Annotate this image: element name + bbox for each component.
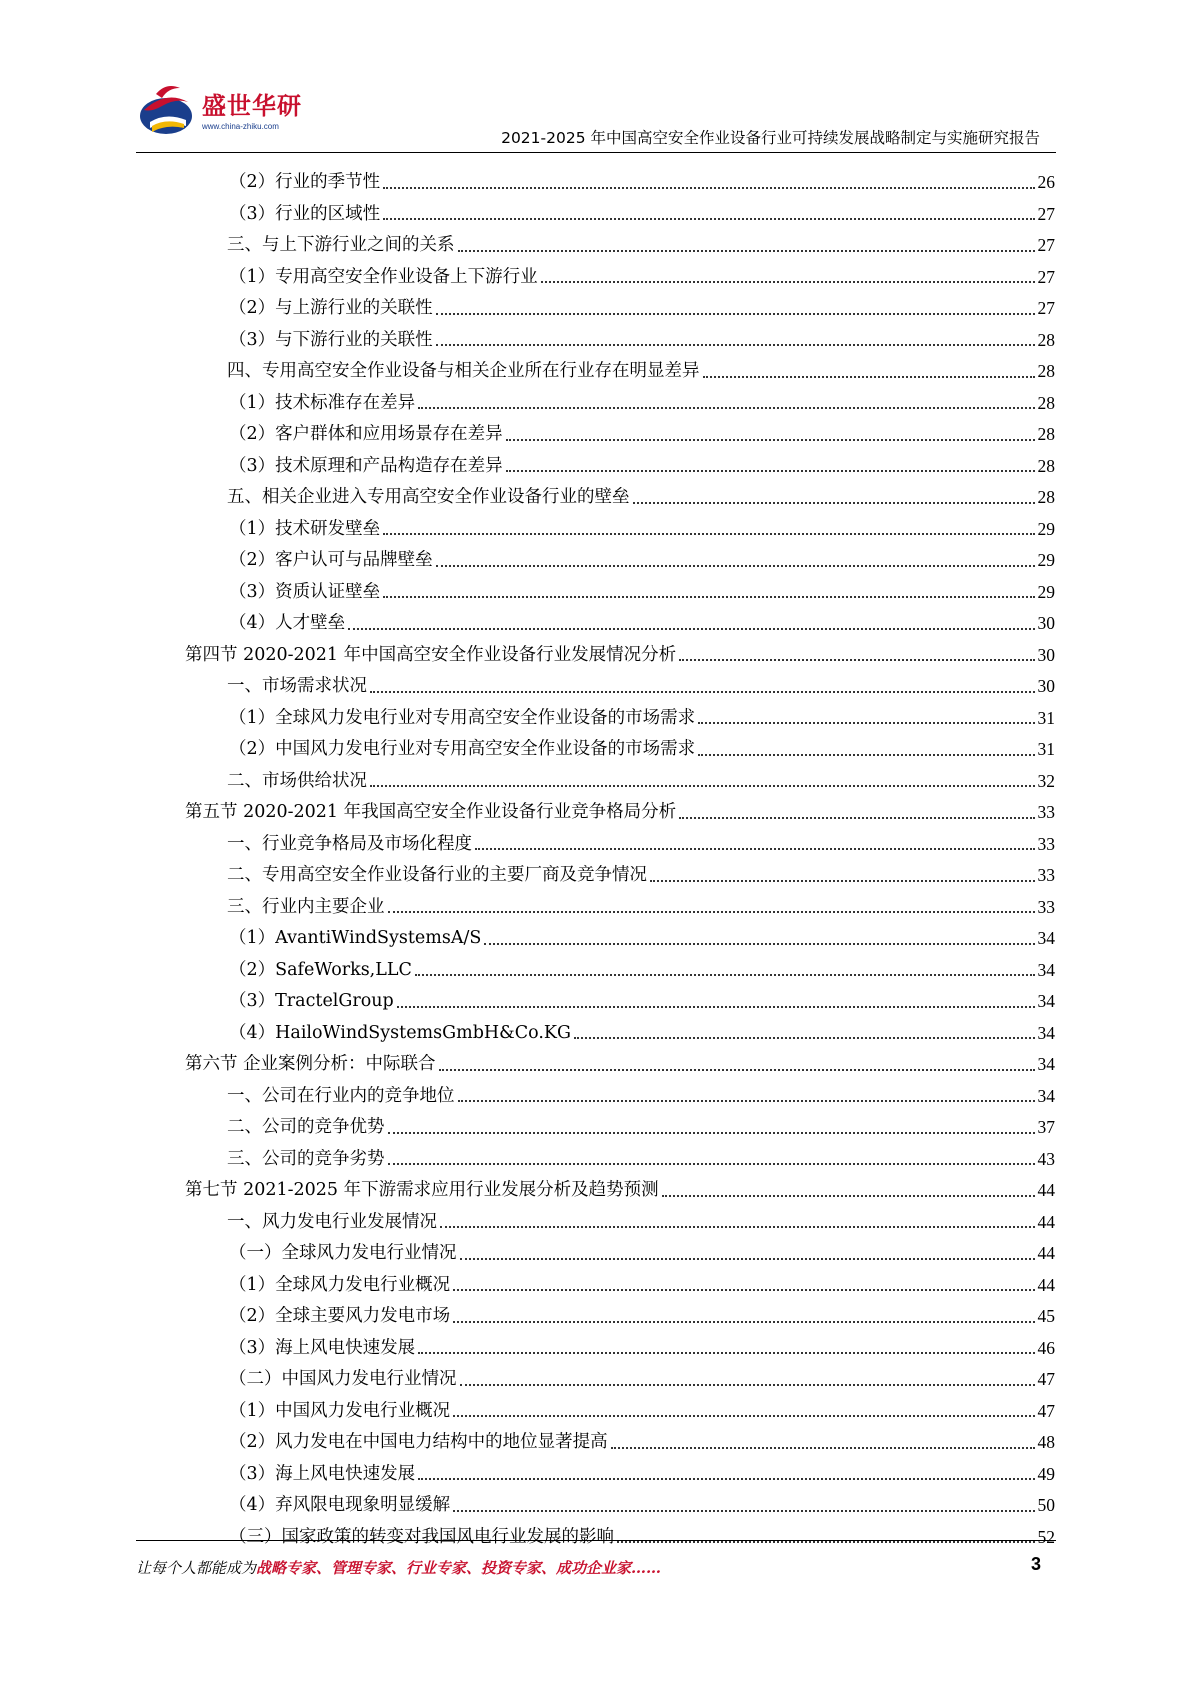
toc-entry[interactable] [185, 1294, 1055, 1326]
toc-leader-dots [698, 722, 1034, 724]
toc-entry[interactable] [185, 1011, 1055, 1043]
toc-entry[interactable] [185, 1074, 1055, 1106]
toc-leader-dots [388, 1163, 1035, 1165]
document-title: 2021-2025 年中国高空安全作业设备行业可持续发展战略制定与实施研究报告 [501, 129, 1040, 147]
toc-entry-page: 30 [1037, 644, 1055, 665]
toc-leader-dots [388, 911, 1035, 913]
toc-entry-label: （1）全球风力发电行业对专用高空安全作业设备的市场需求 [229, 707, 696, 728]
toc-entry-page: 52 [1037, 1526, 1055, 1547]
toc-entry-label: （1）中国风力发电行业概况 [229, 1400, 451, 1421]
slogan-prefix: 让每个人都能成为 [136, 1559, 257, 1577]
toc-entry-label: （1）技术研发壁垒 [229, 518, 381, 539]
toc-entry-label: （2）客户认可与品牌壁垒 [229, 550, 433, 570]
toc-entry-label: （2）风力发电在中国电力结构中的地位显著提高 [229, 1432, 608, 1452]
toc-entry[interactable] [185, 1420, 1055, 1452]
toc-entry-page: 29 [1037, 581, 1055, 602]
toc-entry-page: 34 [1037, 991, 1055, 1011]
toc-entry[interactable] [185, 1105, 1055, 1137]
toc-entry-label: （3）TractelGroup [229, 991, 394, 1011]
toc-entry[interactable] [185, 507, 1055, 539]
toc-entry-page: 29 [1037, 518, 1055, 539]
toc-entry-label: 一、公司在行业内的竞争地位 [227, 1085, 455, 1106]
toc-entry-page: 33 [1037, 865, 1055, 885]
toc-entry-label: 第七节 2021-2025 年下游需求应用行业发展分析及趋势预测 [185, 1180, 659, 1200]
toc-entry-page: 29 [1037, 550, 1055, 570]
toc-leader-dots [458, 1100, 1035, 1102]
toc-leader-dots [436, 344, 1035, 346]
toc-entry-page: 44 [1037, 1274, 1055, 1295]
toc-entry-page: 44 [1037, 1180, 1055, 1200]
toc-entry-page: 47 [1037, 1369, 1055, 1389]
toc-entry[interactable] [185, 1483, 1055, 1515]
toc-leader-dots [415, 974, 1035, 976]
toc-entry-label: （一）全球风力发电行业情况 [229, 1243, 457, 1263]
toc-entry[interactable] [185, 538, 1055, 570]
toc-entry[interactable] [185, 727, 1055, 759]
toc-entry-label: （3）海上风电快速发展 [229, 1463, 416, 1484]
table-of-contents [185, 160, 1055, 1546]
toc-entry[interactable] [185, 979, 1055, 1011]
logo-emblem-icon [136, 80, 200, 142]
toc-entry-page: 27 [1037, 235, 1055, 255]
toc-entry-label: （2）SafeWorks,LLC [229, 959, 412, 980]
toc-entry-page: 28 [1037, 487, 1055, 507]
toc-entry[interactable] [185, 444, 1055, 476]
toc-entry[interactable] [185, 696, 1055, 728]
toc-entry-label: （3）行业的区域性 [229, 203, 381, 224]
toc-leader-dots [662, 1195, 1035, 1197]
toc-entry-label: 第四节 2020-2021 年中国高空安全作业设备行业发展情况分析 [185, 644, 677, 665]
toc-entry[interactable] [185, 223, 1055, 255]
toc-entry-label: （2）全球主要风力发电市场 [229, 1306, 451, 1326]
toc-entry-page: 28 [1037, 361, 1055, 381]
toc-entry-page: 28 [1037, 455, 1055, 476]
toc-entry[interactable] [185, 1200, 1055, 1232]
toc-leader-dots [348, 628, 1034, 630]
toc-entry[interactable] [185, 1231, 1055, 1263]
toc-leader-dots [611, 1447, 1035, 1449]
toc-entry-page: 46 [1037, 1337, 1055, 1358]
toc-entry-label: （4）弃风限电现象明显缓解 [229, 1495, 451, 1515]
toc-entry-label: 二、市场供给状况 [227, 770, 367, 791]
toc-entry[interactable] [185, 286, 1055, 318]
toc-entry-page: 27 [1037, 266, 1055, 287]
toc-entry[interactable] [185, 349, 1055, 381]
toc-entry-page: 30 [1037, 613, 1055, 633]
toc-leader-dots [679, 659, 1034, 661]
logo-url: www.china-zhiku.com [202, 122, 279, 131]
toc-entry-label: 第五节 2020-2021 年我国高空安全作业设备行业竞争格局分析 [185, 802, 677, 822]
toc-entry[interactable] [185, 916, 1055, 948]
toc-entry[interactable] [185, 160, 1055, 192]
toc-entry-page: 33 [1037, 802, 1055, 822]
toc-entry[interactable] [185, 1389, 1055, 1421]
toc-leader-dots [439, 1069, 1035, 1071]
toc-entry-label: （2）客户群体和应用场景存在差异 [229, 424, 503, 444]
toc-entry[interactable] [185, 381, 1055, 413]
toc-entry[interactable] [185, 1357, 1055, 1389]
toc-entry-label: （1）AvantiWindSystemsA/S [229, 928, 482, 948]
toc-entry-page: 34 [1037, 928, 1055, 948]
toc-leader-dots [418, 407, 1034, 409]
toc-entry-page: 44 [1037, 1211, 1055, 1232]
slogan-highlight: 战略专家、管理专家、行业专家、投资专家、成功企业家…… [256, 1559, 662, 1577]
toc-entry[interactable] [185, 790, 1055, 822]
toc-leader-dots [440, 1226, 1035, 1228]
toc-entry-page: 34 [1037, 959, 1055, 980]
toc-entry[interactable] [185, 1042, 1055, 1074]
toc-entry[interactable] [185, 255, 1055, 287]
toc-entry-page: 28 [1037, 424, 1055, 444]
toc-leader-dots [418, 1352, 1034, 1354]
toc-leader-dots [475, 848, 1035, 850]
toc-entry-label: （3）与下游行业的关联性 [229, 329, 433, 350]
toc-entry-label: 三、公司的竞争劣势 [227, 1148, 385, 1169]
toc-leader-dots [397, 1006, 1035, 1008]
toc-entry-page: 48 [1037, 1432, 1055, 1452]
toc-leader-dots [541, 281, 1035, 283]
toc-entry-label: （4）人才壁垒 [229, 613, 346, 633]
toc-leader-dots [436, 565, 1035, 567]
toc-entry[interactable] [185, 1263, 1055, 1295]
logo-text: 盛世华研 [202, 92, 302, 120]
toc-entry-label: （三）国家政策的转变对我国风电行业发展的影响 [229, 1526, 614, 1547]
toc-entry-label: （1）专用高空安全作业设备上下游行业 [229, 266, 538, 287]
toc-entry-label: 第六节 企业案例分析：中际联合 [185, 1054, 436, 1074]
toc-entry[interactable] [185, 948, 1055, 980]
toc-entry[interactable] [185, 1168, 1055, 1200]
toc-leader-dots [453, 1321, 1034, 1323]
toc-entry-label: （4）HailoWindSystemsGmbH&Co.KG [229, 1022, 571, 1043]
toc-entry-page: 34 [1037, 1085, 1055, 1106]
toc-entry[interactable] [185, 318, 1055, 350]
toc-entry-label: （3）技术原理和产品构造存在差异 [229, 455, 503, 476]
toc-entry-page: 45 [1037, 1306, 1055, 1326]
header-divider [136, 152, 1056, 153]
toc-entry[interactable] [185, 570, 1055, 602]
toc-entry-page: 28 [1037, 329, 1055, 350]
toc-entry-page: 37 [1037, 1117, 1055, 1137]
toc-entry[interactable] [185, 759, 1055, 791]
toc-entry-label: 二、专用高空安全作业设备行业的主要厂商及竞争情况 [227, 865, 647, 885]
page-number: 3 [1030, 1554, 1041, 1574]
toc-leader-dots [574, 1037, 1035, 1039]
toc-leader-dots [460, 1384, 1035, 1386]
toc-entry-label: （2）与上游行业的关联性 [229, 298, 433, 318]
toc-leader-dots [698, 754, 1034, 756]
toc-entry[interactable] [185, 853, 1055, 885]
toc-entry-label: 一、市场需求状况 [227, 676, 367, 696]
toc-entry[interactable] [185, 822, 1055, 854]
toc-entry[interactable] [185, 1515, 1055, 1547]
toc-entry-label: （3）资质认证壁垒 [229, 581, 381, 602]
toc-entry-page: 31 [1037, 739, 1055, 759]
toc-entry-page: 47 [1037, 1400, 1055, 1421]
toc-leader-dots [453, 1289, 1034, 1291]
toc-entry-label: （二）中国风力发电行业情况 [229, 1369, 457, 1389]
footer-divider [136, 1540, 1056, 1541]
toc-leader-dots [436, 313, 1035, 315]
toc-leader-dots [460, 1258, 1035, 1260]
toc-entry-page: 33 [1037, 896, 1055, 917]
footer-slogan [136, 1557, 661, 1578]
toc-leader-dots [453, 1415, 1034, 1417]
toc-entry-page: 26 [1037, 172, 1055, 192]
toc-leader-dots [633, 502, 1035, 504]
page-header [136, 72, 1056, 154]
toc-leader-dots [703, 376, 1035, 378]
toc-entry-label: 二、公司的竞争优势 [227, 1117, 385, 1137]
toc-leader-dots [484, 943, 1034, 945]
toc-entry[interactable] [185, 192, 1055, 224]
toc-leader-dots [388, 1132, 1035, 1134]
toc-leader-dots [383, 187, 1034, 189]
toc-entry[interactable] [185, 475, 1055, 507]
toc-entry-page: 30 [1037, 676, 1055, 696]
toc-leader-dots [383, 218, 1034, 220]
toc-entry[interactable] [185, 1137, 1055, 1169]
toc-entry[interactable] [185, 885, 1055, 917]
toc-entry[interactable] [185, 1326, 1055, 1358]
toc-entry-label: 四、专用高空安全作业设备与相关企业所在行业存在明显差异 [227, 361, 700, 381]
toc-entry-label: 一、行业竞争格局及市场化程度 [227, 833, 472, 854]
toc-leader-dots [458, 250, 1035, 252]
toc-leader-dots [617, 1541, 1035, 1543]
toc-entry-page: 34 [1037, 1054, 1055, 1074]
toc-entry-page: 27 [1037, 203, 1055, 224]
toc-entry-label: 三、行业内主要企业 [227, 896, 385, 917]
toc-leader-dots [370, 785, 1035, 787]
toc-leader-dots [383, 596, 1034, 598]
toc-entry-label: （2）中国风力发电行业对专用高空安全作业设备的市场需求 [229, 739, 696, 759]
toc-entry-page: 43 [1037, 1148, 1055, 1169]
toc-entry-page: 50 [1037, 1495, 1055, 1515]
toc-leader-dots [506, 439, 1035, 441]
toc-entry-label: 三、与上下游行业之间的关系 [227, 235, 455, 255]
toc-entry-label: （3）海上风电快速发展 [229, 1337, 416, 1358]
toc-entry-page: 32 [1037, 770, 1055, 791]
toc-entry[interactable] [185, 412, 1055, 444]
toc-entry-label: 一、风力发电行业发展情况 [227, 1211, 437, 1232]
toc-entry-label: （1）全球风力发电行业概况 [229, 1274, 451, 1295]
toc-entry-page: 34 [1037, 1022, 1055, 1043]
toc-leader-dots [453, 1510, 1034, 1512]
toc-entry-label: （2）行业的季节性 [229, 172, 381, 192]
toc-leader-dots [506, 470, 1035, 472]
toc-entry-page: 44 [1037, 1243, 1055, 1263]
toc-leader-dots [650, 880, 1035, 882]
toc-entry-label: 五、相关企业进入专用高空安全作业设备行业的壁垒 [227, 487, 630, 507]
toc-entry-page: 33 [1037, 833, 1055, 854]
toc-entry-page: 49 [1037, 1463, 1055, 1484]
toc-entry-page: 27 [1037, 298, 1055, 318]
toc-leader-dots [370, 691, 1035, 693]
toc-entry[interactable] [185, 1452, 1055, 1484]
toc-entry[interactable] [185, 633, 1055, 665]
toc-leader-dots [418, 1478, 1034, 1480]
toc-entry-page: 31 [1037, 707, 1055, 728]
toc-entry-label: （1）技术标准存在差异 [229, 392, 416, 413]
toc-entry[interactable] [185, 601, 1055, 633]
toc-leader-dots [383, 533, 1034, 535]
toc-entry-page: 28 [1037, 392, 1055, 413]
toc-leader-dots [679, 817, 1034, 819]
toc-entry[interactable] [185, 664, 1055, 696]
company-logo [136, 80, 336, 142]
